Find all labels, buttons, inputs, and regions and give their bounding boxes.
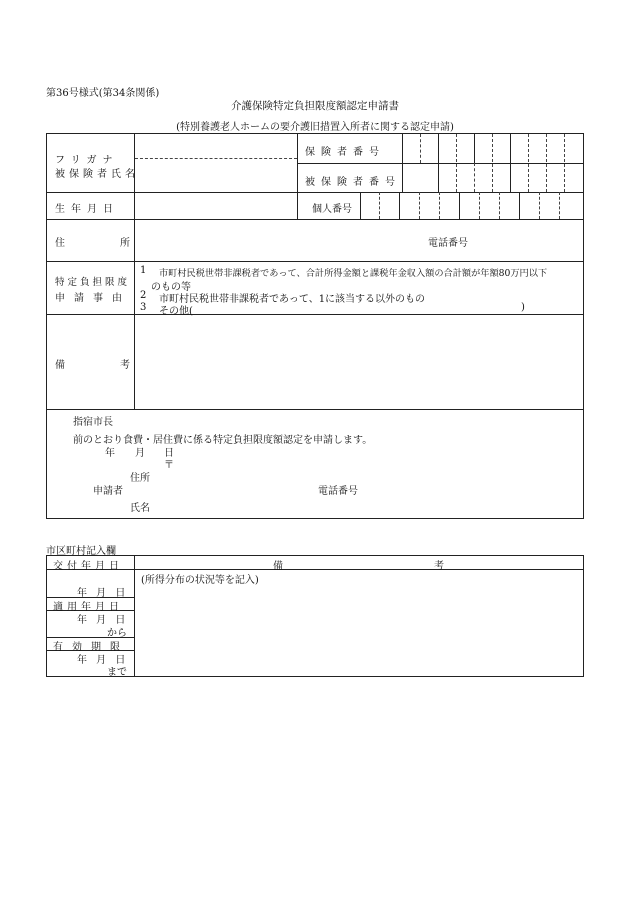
- birth-date-label: 生年月日: [55, 204, 119, 215]
- remarks-label-right: 考: [120, 360, 130, 371]
- postal-mark: 〒: [164, 460, 174, 471]
- reason-label-1: 特定負担限度: [55, 277, 131, 288]
- municipal-remarks-left: 備: [273, 561, 283, 572]
- valid-period-label: 有効期限: [53, 642, 129, 653]
- reason-1-text: 市町村民税世帯非課税者であって、合計所得金額と課税年金収入額の合計額が年額80万円以下: [159, 268, 548, 279]
- applicant-label: 申請者: [93, 486, 123, 497]
- municipal-note: (所得分布の状況等を記入): [141, 575, 259, 586]
- reason-3-text: その他(: [159, 306, 193, 317]
- applicant-phone-label: 電話番号: [318, 486, 358, 497]
- address-label-left: 住: [55, 238, 65, 249]
- form-subtitle: (特別養護老人ホームの要介護旧措置入所者に関する認定申請): [176, 122, 454, 133]
- reason-label-2: 申請事由: [55, 293, 131, 304]
- reason-3-number: 3: [140, 302, 147, 313]
- reason-2-text: 市町村民税世帯非課税者であって、1に該当する以外のもの: [159, 294, 426, 305]
- issue-ymd: 年 月 日: [77, 588, 126, 599]
- insured-name-label: 被保険者氏名: [55, 169, 139, 180]
- declaration-day: 日: [164, 448, 174, 459]
- reason-2-number: 2: [140, 290, 147, 301]
- form-number: 第36号様式(第34条関係): [46, 88, 160, 99]
- municipal-heading: 市区町村記入欄: [46, 546, 116, 557]
- until-label: まで: [107, 667, 127, 678]
- name-field[interactable]: [135, 160, 295, 190]
- apply-date-label: 適用年月日: [53, 602, 123, 613]
- furigana-field[interactable]: [135, 135, 295, 157]
- applicant-name-label: 氏名: [130, 503, 150, 514]
- form-title: 介護保険特定負担限度額認定申請書: [231, 100, 399, 112]
- valid-ymd: 年 月 日: [77, 655, 126, 666]
- declaration-year: 年: [105, 448, 115, 459]
- issue-date-label: 交付年月日: [53, 561, 123, 572]
- municipal-remarks-right: 考: [434, 561, 444, 572]
- address-label-right: 所: [120, 238, 130, 249]
- addressee: 指宿市長: [73, 417, 113, 428]
- insurer-number-label: 保険者番号: [305, 147, 385, 158]
- furigana-label: フリガナ: [55, 155, 119, 166]
- phone-label: 電話番号: [428, 238, 468, 249]
- remarks-label-left: 備: [55, 360, 65, 371]
- birth-date-field[interactable]: [135, 194, 295, 216]
- from-label: から: [107, 628, 127, 639]
- insured-number-label: 被保険者番号: [305, 177, 401, 188]
- municipal-table: [46, 555, 584, 677]
- apply-ymd: 年 月 日: [77, 615, 126, 626]
- reason-3-close-paren: ): [521, 302, 525, 313]
- remarks-field[interactable]: [135, 316, 581, 407]
- reason-1-continued: のもの等: [151, 282, 191, 293]
- application-table: [46, 133, 584, 519]
- applicant-address-label: 住所: [130, 473, 150, 484]
- declaration-statement: 前のとおり食費・居住費に係る特定負担限度額認定を申請します。: [73, 435, 373, 446]
- reason-1-number: 1: [140, 265, 147, 276]
- declaration-month: 月: [135, 448, 145, 459]
- individual-number-label: 個人番号: [312, 204, 352, 215]
